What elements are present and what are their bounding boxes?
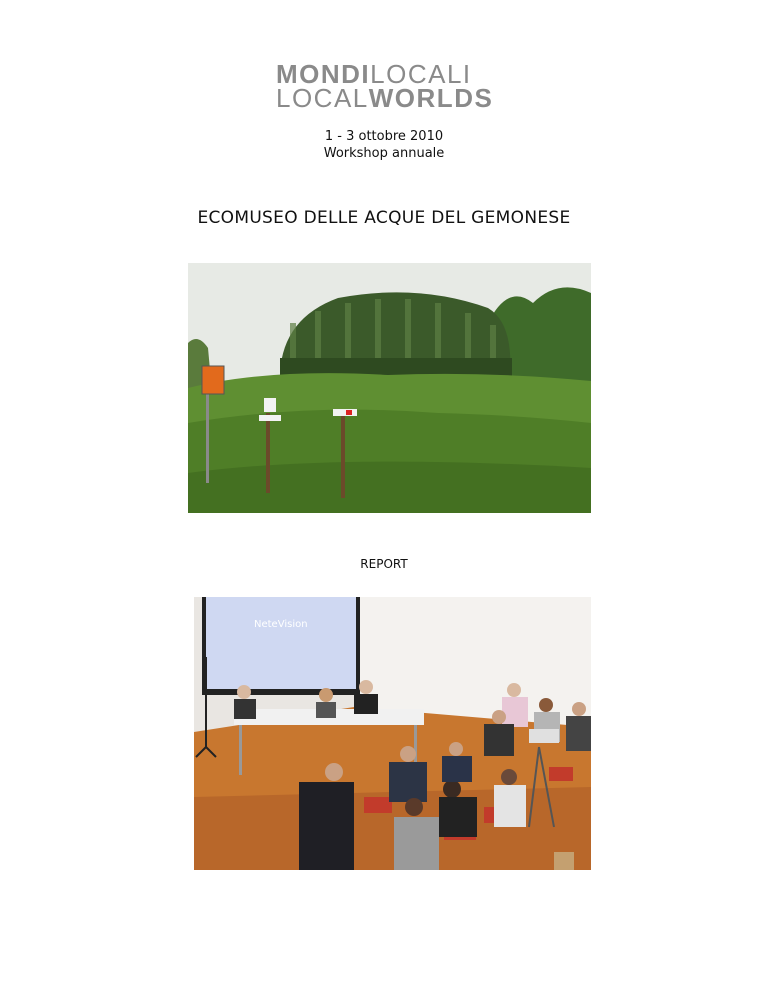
projector-text: NeteVision [254,619,308,630]
conference-photo [194,597,591,870]
event-subtitle: Workshop annuale [323,146,445,161]
event-info [0,128,768,162]
logo-line-1: MONDILOCALI [276,59,472,89]
event-dates: 1 - 3 ottobre 2010 [324,129,444,144]
report-label: REPORT [360,557,408,571]
page-title: ECOMUSEO DELLE ACQUE DEL GEMONESE [197,208,571,228]
mondilocali-logo [276,59,516,113]
logo-line-2: LOCALWORLDS [276,83,494,113]
landscape-photo [188,263,591,513]
